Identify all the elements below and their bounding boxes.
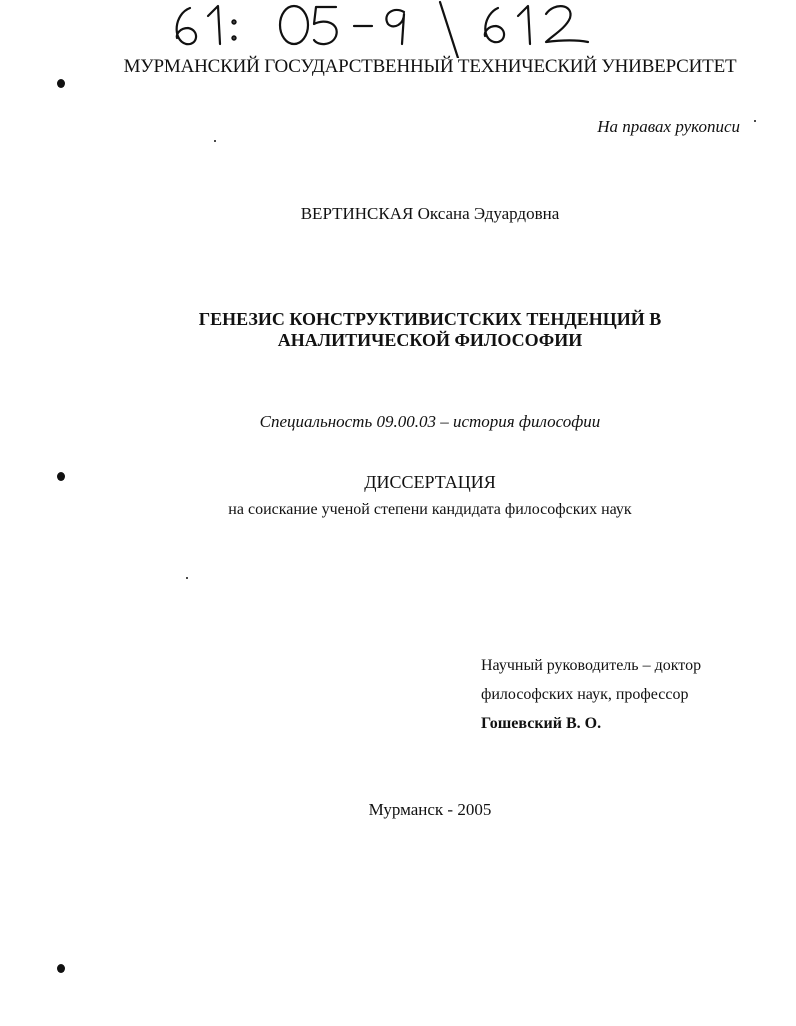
rights-note: На правах рукописи [597,117,740,136]
handwritten-code-drawing [168,0,608,58]
title-line-2: АНАЛИТИЧЕСКОЙ ФИЛОСОФИИ [277,330,583,350]
university-name: МУРМАНСКИЙ ГОСУДАРСТВЕННЫЙ ТЕХНИЧЕСКИЙ УНИВЕРСИТЕТ [123,56,737,77]
archive-code-handwritten [168,0,608,58]
dissertation-title [0,309,796,351]
supervisor-line-2: философских наук, профессор [481,686,689,703]
document-type: ДИССЕРТАЦИЯ [364,472,496,492]
title-line-1: ГЕНЕЗИС КОНСТРУКТИВИСТСКИХ ТЕНДЕНЦИЙ В [198,309,662,329]
author-name: ВЕРТИНСКАЯ Оксана Эдуардовна [300,204,560,223]
scan-mark-1 [57,79,65,88]
scan-mark-3 [57,964,65,973]
place-and-year: Мурманск - 2005 [368,800,492,819]
supervisor-line-1: Научный руководитель – доктор [481,657,702,674]
degree-description: на соискание ученой степени кандидата философских наук [228,501,632,518]
scan-speck-3 [754,120,756,122]
supervisor-block [481,651,701,738]
supervisor-name: Гошевский В. О. [481,715,602,732]
specialty: Специальность 09.00.03 – история философии [259,412,601,431]
scan-mark-2 [57,472,65,481]
scan-speck-2 [186,577,188,579]
scan-speck-1 [214,140,216,142]
